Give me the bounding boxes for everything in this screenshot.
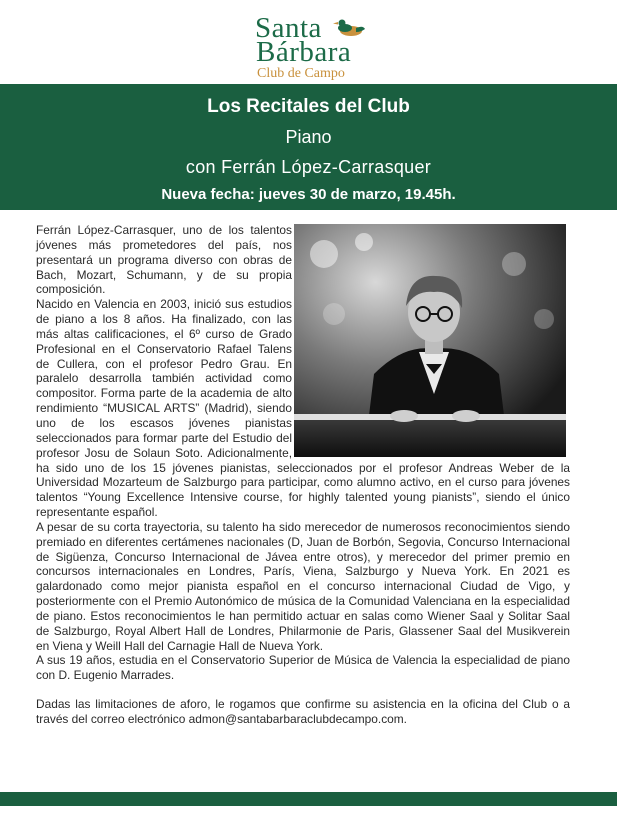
duck-logo-icon bbox=[332, 16, 366, 38]
closing-paragraph: Dadas las limitaciones de aforo, le rogamos que confirme su asistencia en la oficina del Club o a través del correo electrónico admon@santabarbaraclubdecampo.com. bbox=[36, 697, 570, 726]
banner-date: Nueva fecha: jueves 30 de marzo, 19.45h. bbox=[161, 186, 456, 203]
banner-title: Los Recitales del Club bbox=[207, 96, 410, 117]
logo-line-barbara: Bárbara bbox=[256, 36, 352, 68]
logo-line-club: Club de Campo bbox=[257, 66, 345, 81]
header-banner bbox=[0, 84, 617, 210]
club-logo bbox=[0, 6, 617, 84]
banner-subtitle: Piano bbox=[285, 127, 332, 147]
studies-paragraph: A sus 19 años, estudia en el Conservatorio Superior de Música de Valencia la especialidad de piano con D. Eugenio Marrades. bbox=[36, 653, 570, 683]
biography-paragraph: Nacido en Valencia en 2003, inició sus estudios de piano a los 8 años. Ha finalizado, con las más altas calificaciones, el 6º curso de Grado Profesional en el Conservatorio Rafael Talens de Cullera, con el profesor Pedro Grau. En paralelo desarrolla también actividad como compositor. Forma parte de la academia de alto rendimiento “MUSICAL ARTS” (Madrid), siendo uno de los escasos jóvenes pianistas seleccionados para formar parte del Estudio del profesor Josu de Solaun Soto. Adicionalmente, ha sido uno de los 15 jóvenes pianistas, seleccionados por el profesor Andreas Weber de la Universidad Mozarteum de Salzburgo para participar, como alumno activo, en el curso para jóvenes talentos “Young Excellence Intensive course, for highly talented young pianists”, siendo el único representante español. bbox=[36, 297, 570, 520]
paragraph-gap bbox=[36, 683, 570, 697]
awards-paragraph: A pesar de su corta trayectoria, su talento ha sido merecedor de numerosos reconocimientos siendo premiado en diferentes certámenes nacionales (D, Juan de Borbón, Segovia, Concurso Internacional de Sigüenza, Concurso Internacional de Jávea entre otros), y merecedor del primer premio en concursos internacionales en Londres, París, Viena, Salzburgo y Nueva York. En 2021 es galardonado como mejor pianista español en el concurso internacional Ciudad de Vigo, y posteriormente con el Premio Autonómico de música de la Comunidad Valenciana en la especialidad de piano. Estos reconocimientos le han permitido actuar en salas como Wiener Saal y Solitar Saal de Salzburgo, Royal Albert Hall de Londres, Philarmonie de Paris, Glassener Saal del Musikverein en Viena y Weill Hall del Carnagie Hall de Nueva York. bbox=[36, 519, 570, 653]
logo-line-santa: Santa bbox=[255, 12, 322, 44]
intro-paragraph: Ferrán López-Carrasquer, uno de los talentos jóvenes más prometedores del país, nos presentará un programa diverso con obras de Bach, Mozart, Schumann, y de su propia composición. bbox=[36, 223, 292, 297]
banner-performer: con Ferrán López-Carrasquer bbox=[185, 157, 432, 177]
article-body bbox=[36, 223, 570, 727]
footer-bar bbox=[0, 792, 617, 806]
photo-spacer bbox=[294, 223, 570, 459]
